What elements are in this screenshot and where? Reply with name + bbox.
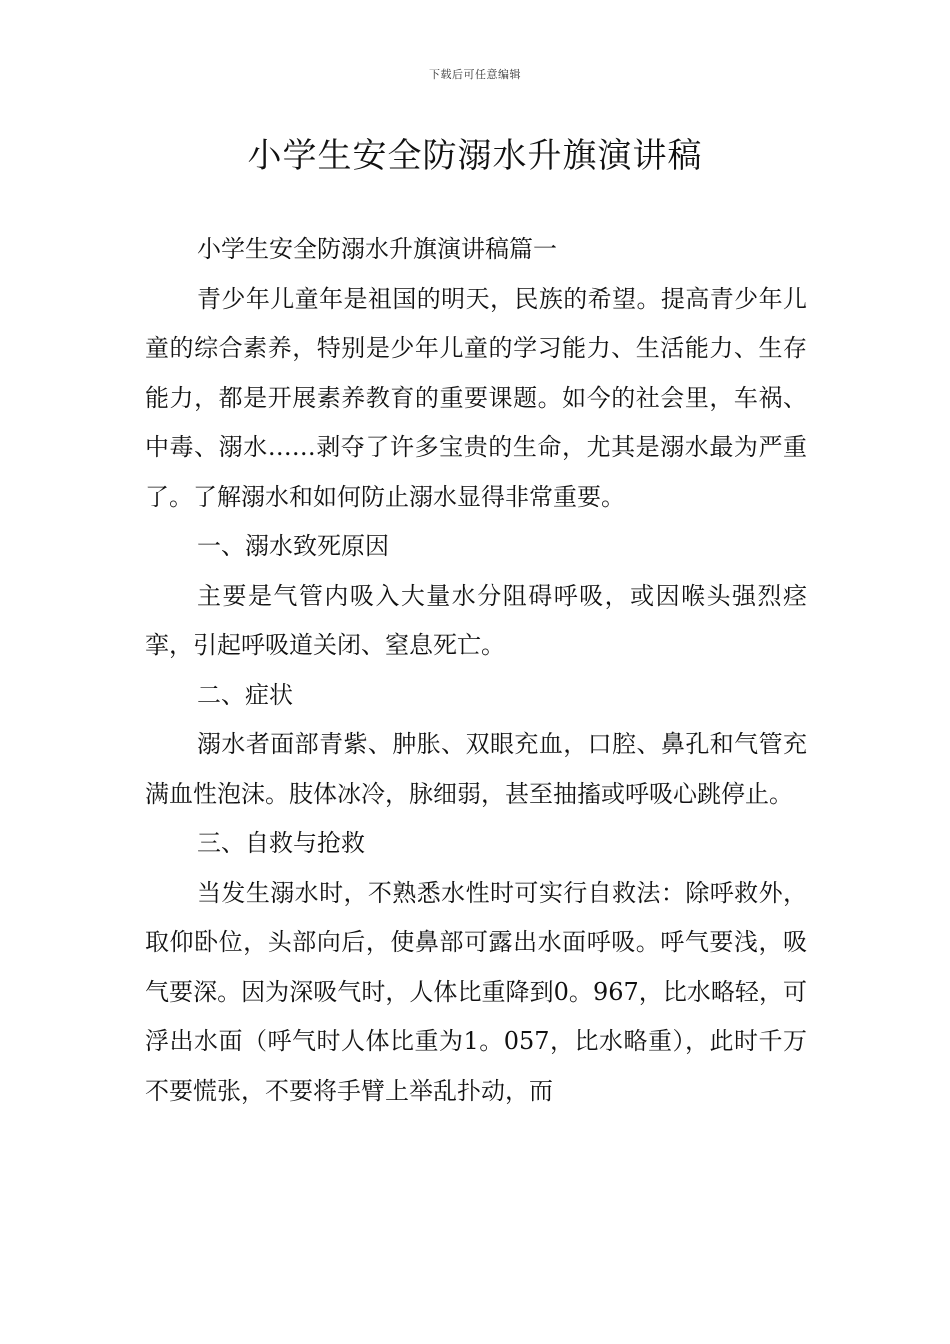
paragraph-rescue: 当发生溺水时，不熟悉水性时可实行自救法：除呼救外，取仰卧位，头部向后，使鼻部可露出水面呼吸。呼气要浅，吸气要深。因为深吸气时，人体比重降到0。967，比水略轻，可浮出水面（呼气时人体比重为1。057，比水略重），此时千万不要慌张，不要将手臂上举乱扑动，而 bbox=[145, 878, 807, 1105]
document-title: 小学生安全防溺水升旗演讲稿 bbox=[247, 136, 703, 176]
paragraph-cause: 主要是气管内吸入大量水分阻碍呼吸，或因喉头强烈痉挛，引起呼吸道关闭、窒息死亡。 bbox=[145, 581, 807, 659]
paragraph-symptoms: 溺水者面部青紫、肿胀、双眼充血，口腔、鼻孔和气管充满血性泡沫。肢体冰冷，脉细弱，甚至抽搐或呼吸心跳停止。 bbox=[145, 730, 807, 808]
section-heading-rescue: 三、自救与抢救 bbox=[197, 829, 365, 857]
section-heading-symptoms: 二、症状 bbox=[197, 680, 293, 709]
document-body bbox=[145, 225, 807, 1116]
paragraph-intro: 青少年儿童年是祖国的明天，民族的希望。提高青少年儿童的综合素养，特别是少年儿童的学习能力、生活能力、生存能力，都是开展素养教育的重要课题。如今的社会里，车祸、中毒、溺水……剥夺了许多宝贵的生命，尤其是溺水最为严重了。了解溺水和如何防止溺水显得非常重要。 bbox=[145, 284, 807, 511]
section-heading-cause: 一、溺水致死原因 bbox=[197, 532, 389, 560]
header-note: 下载后可任意编辑 bbox=[429, 68, 521, 81]
paragraph-subtitle: 小学生安全防溺水升旗演讲稿篇一 bbox=[197, 235, 557, 263]
